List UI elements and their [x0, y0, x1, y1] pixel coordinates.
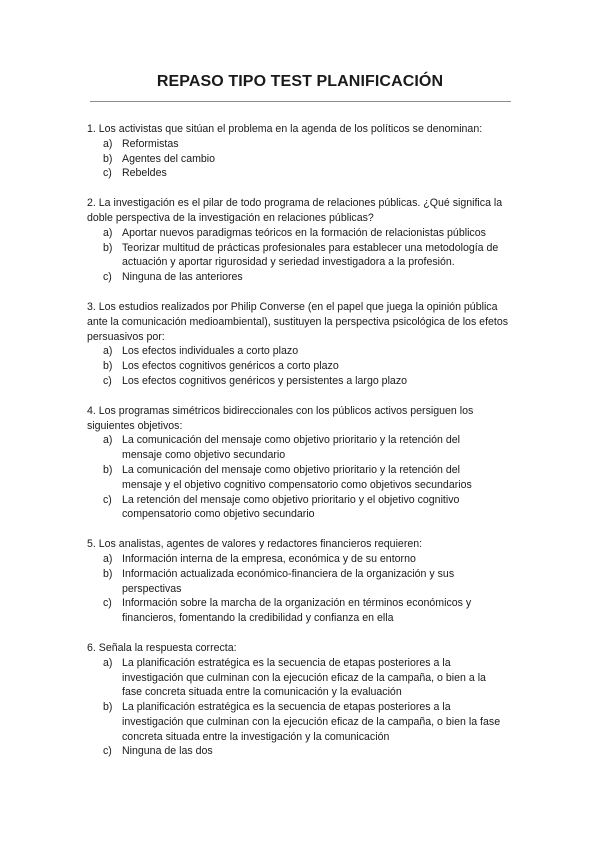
question-1: [87, 122, 515, 181]
answer-option: [87, 226, 515, 241]
title-divider: [90, 101, 511, 102]
question-text: 1. Los activistas que sitúan el problema en la agenda de los políticos se denominan:: [87, 123, 483, 135]
option-letter: b): [103, 567, 113, 580]
answer-option: [87, 552, 515, 567]
option-letter: c): [103, 167, 112, 180]
option-letter: b): [103, 360, 113, 373]
question-2: [87, 196, 515, 285]
option-letter: b): [103, 152, 113, 165]
option-text: Información actualizada económico-financiera de la organización y sus perspectivas: [122, 567, 455, 595]
option-text: La comunicación del mensaje como objetivo prioritario y la retención del mensaje y el objetivo cognitivo compensatorio como objetivos secundarios: [122, 463, 472, 491]
answer-option: [87, 359, 515, 374]
question-4: [87, 404, 515, 522]
answer-options: [87, 344, 515, 388]
option-letter: a): [103, 345, 113, 358]
answer-option: [87, 656, 515, 700]
answer-option: [87, 374, 515, 389]
option-letter: b): [103, 463, 113, 476]
option-letter: c): [103, 597, 112, 610]
option-text: Ninguna de las dos: [122, 745, 213, 758]
question-6: [87, 641, 515, 759]
option-text: La comunicación del mensaje como objetivo prioritario y la retención del mensaje como objetivo secundario: [122, 434, 461, 462]
question-text: 5. Los analistas, agentes de valores y redactores financieros requieren:: [87, 538, 423, 551]
answer-option: [87, 241, 515, 271]
question-5: [87, 537, 515, 626]
question-text: 2. La investigación es el pilar de todo programa de relaciones públicas. ¿Qué significa la doble perspectiva de la investigación en relaciones públicas?: [87, 197, 503, 224]
option-text: La planificación estratégica es la secuencia de etapas posteriores a la investigación que culminan con la ejecución eficaz de la campaña, o bien a la fase concreta situada entre la comunicación y la evaluación: [122, 656, 486, 699]
answer-option: [87, 344, 515, 359]
answer-options: [87, 552, 515, 626]
question-text: 4. Los programas simétricos bidireccionales con los públicos activos persiguen los siguientes objetivos:: [87, 404, 474, 432]
option-text: Ninguna de las anteriores: [122, 271, 243, 284]
answer-option: [87, 166, 515, 181]
answer-option: [87, 270, 515, 285]
answer-option: [87, 567, 515, 597]
answer-options: [87, 226, 515, 285]
option-text: Teorizar multitud de prácticas profesionales para establecer una metodología de actuación y aportar rigurosidad y seriedad investigadora a la profesión.: [122, 241, 499, 269]
option-letter: a): [103, 226, 113, 239]
option-text: La retención del mensaje como objetivo prioritario y el objetivo cognitivo compensatorio como objetivo secundario: [122, 493, 460, 521]
answer-option: [87, 596, 515, 626]
option-letter: c): [103, 374, 112, 387]
option-letter: a): [103, 434, 113, 447]
question-list: [87, 122, 515, 774]
question-3: [87, 300, 515, 389]
answer-option: [87, 433, 515, 463]
answer-option: [87, 152, 515, 167]
option-letter: a): [103, 656, 113, 669]
option-letter: c): [103, 493, 112, 506]
answer-option: [87, 700, 515, 744]
answer-options: [87, 137, 515, 181]
option-text: Agentes del cambio: [122, 152, 216, 165]
option-letter: c): [103, 745, 112, 758]
option-text: Aportar nuevos paradigmas teóricos en la formación de relacionistas públicos: [122, 226, 486, 239]
option-letter: a): [103, 552, 113, 565]
option-text: Los efectos individuales a corto plazo: [122, 345, 299, 358]
option-text: Los efectos cognitivos genéricos y persistentes a largo plazo: [122, 374, 408, 387]
page-title: REPASO TIPO TEST PLANIFICACIÓN: [156, 73, 444, 90]
option-text: Los efectos cognitivos genéricos a corto plazo: [122, 360, 339, 373]
option-text: Rebeldes: [122, 167, 167, 180]
option-letter: b): [103, 701, 113, 714]
answer-options: [87, 656, 515, 760]
option-letter: b): [103, 241, 113, 254]
option-letter: a): [103, 137, 113, 150]
option-text: Información interna de la empresa, económica y de su entorno: [122, 552, 416, 565]
question-text: 3. Los estudios realizados por Philip Converse (en el papel que juega la opinión pública ante la comunicación medioambiental), sustituyen la perspectiva psicológica de los efetos persuasivos por:: [87, 300, 509, 343]
answer-option: [87, 137, 515, 152]
answer-options: [87, 433, 515, 522]
option-text: Reformistas: [122, 137, 179, 150]
option-letter: c): [103, 271, 112, 284]
question-text: 6. Señala la respuesta correcta:: [87, 641, 237, 654]
answer-option: [87, 744, 515, 759]
option-text: La planificación estratégica es la secuencia de etapas posteriores a la investigación que culminan con la ejecución eficaz de la campaña, o bien la fase concreta situada entre la investigación y la comunicación: [122, 701, 501, 743]
answer-option: [87, 493, 515, 523]
answer-option: [87, 463, 515, 493]
option-text: Información sobre la marcha de la organización en términos económicos y financieros, fomentando la credibilidad y confianza en ella: [122, 597, 472, 625]
